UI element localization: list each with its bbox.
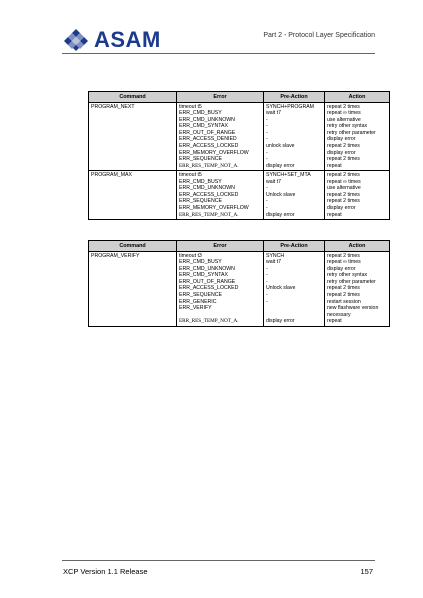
pre-action-text	[266, 305, 322, 312]
action-cell	[325, 103, 390, 171]
table-header-row	[89, 92, 390, 103]
action-text: repeat ∞ times	[327, 259, 361, 266]
action-text: display error	[327, 204, 356, 211]
error-code: ERR_RES_TEMP_NOT_A.	[179, 162, 239, 169]
pre-action-cell	[264, 171, 325, 220]
asam-logo-icon	[63, 28, 89, 52]
asam-logo	[63, 28, 161, 52]
command-name: PROGRAM_NEXT	[91, 103, 135, 110]
col-header-pre-action: Pre-Action	[264, 92, 325, 103]
action-text: use alternative	[327, 185, 361, 192]
pre-action-text: -	[266, 123, 268, 130]
error-code: ERR_RES_TEMP_NOT_A.	[179, 211, 239, 218]
pre-action-text: -	[266, 278, 268, 285]
action-text: necessary	[327, 311, 351, 318]
error-code: ERR_OUT_OF_RANGE	[179, 278, 236, 285]
error-code: ERR_SEQUENCE	[179, 156, 222, 163]
action-text: repeat 2 times	[327, 292, 360, 299]
error-code: ERR_MEMORY_OVERFLOW	[179, 149, 249, 156]
action-text: restart session	[327, 298, 361, 305]
action-text: retry other parameter	[327, 278, 376, 285]
error-code: ERR_RES_TEMP_NOT_A.	[179, 318, 239, 325]
error-cell	[177, 252, 264, 327]
footer-divider	[62, 560, 375, 561]
pre-action-text: wait t7	[266, 178, 281, 185]
pre-action-text: Unlock slave	[266, 285, 296, 292]
action-text: use alternative	[327, 116, 361, 123]
error-code: timeout t5	[179, 171, 202, 178]
col-header-action: Action	[325, 241, 390, 252]
action-text: repeat 2 times	[327, 285, 360, 292]
pre-action-text: display error	[266, 211, 295, 218]
error-code: ERR_CMD_BUSY	[179, 110, 222, 117]
header-divider	[62, 53, 375, 54]
col-header-error: Error	[177, 92, 264, 103]
error-code: ERR_SEQUENCE	[179, 292, 222, 299]
pre-action-text: -	[266, 198, 268, 205]
action-text: repeat	[327, 162, 342, 169]
error-code: ERR_OUT_OF_RANGE	[179, 129, 236, 136]
action-text: retry other syntax	[327, 123, 368, 130]
pre-action-text: Unlock slave	[266, 191, 296, 198]
command-cell	[89, 171, 177, 220]
pre-action-text: display error	[266, 318, 295, 325]
error-code: ERR_ACCESS_LOCKED	[179, 285, 239, 292]
error-code: ERR_GENERIC	[179, 298, 217, 305]
pre-action-text	[266, 312, 322, 319]
action-text: repeat ∞ times	[327, 110, 361, 117]
error-code: timeout t5	[179, 103, 202, 110]
pre-action-text: -	[266, 265, 268, 272]
error-code: ERR_CMD_SYNTAX	[179, 123, 228, 130]
action-text: repeat	[327, 211, 342, 218]
pre-action-text: -	[266, 129, 268, 136]
col-header-command: Command	[89, 92, 177, 103]
col-header-command: Command	[89, 241, 177, 252]
table-header-row	[89, 241, 390, 252]
pre-action-cell	[264, 252, 325, 327]
logo-text: ASAM	[94, 27, 161, 52]
pre-action-text: -	[266, 185, 268, 192]
action-text: repeat 2 times	[327, 156, 360, 163]
pre-action-text: SYNCH+SET_MTA	[266, 171, 311, 178]
error-code: ERR_CMD_SYNTAX	[179, 272, 228, 279]
pre-action-text: -	[266, 272, 268, 279]
action-text: retry other syntax	[327, 272, 368, 279]
footer-version: XCP Version 1.1 Release	[63, 567, 148, 576]
pre-action-text: -	[266, 116, 268, 123]
table-row	[89, 171, 390, 220]
error-table-program-verify	[88, 240, 390, 327]
action-text: display error	[327, 265, 356, 272]
pre-action-text: SYNCH+PROGRAM	[266, 103, 314, 110]
error-code: ERR_SEQUENCE	[179, 198, 222, 205]
col-header-pre-action: Pre-Action	[264, 241, 325, 252]
table-row	[89, 103, 390, 171]
error-code: ERR_ACCESS_LOCKED	[179, 143, 239, 150]
command-cell	[89, 103, 177, 171]
pre-action-text: -	[266, 298, 268, 305]
pre-action-text: display error	[266, 162, 295, 169]
error-code: ERR_VERIFY	[179, 305, 212, 312]
pre-action-text: unlock slave	[266, 143, 295, 150]
pre-action-text: -	[266, 292, 268, 299]
action-cell	[325, 171, 390, 220]
error-code: ERR_CMD_UNKNOWN	[179, 185, 235, 192]
action-text: display error	[327, 136, 356, 143]
error-cell	[177, 171, 264, 220]
action-text: repeat	[327, 318, 342, 325]
action-text: new flashware version	[327, 305, 379, 312]
error-code: ERR_CMD_BUSY	[179, 259, 222, 266]
action-text: display error	[327, 149, 356, 156]
action-text: repeat ∞ times	[327, 178, 361, 185]
col-header-error: Error	[177, 241, 264, 252]
command-cell	[89, 252, 177, 327]
error-code: ERR_ACCESS_DENIED	[179, 136, 237, 143]
error-code: ERR_CMD_BUSY	[179, 178, 222, 185]
error-code: ERR_MEMORY_OVERFLOW	[179, 204, 249, 211]
action-text: repeat 2 times	[327, 143, 360, 150]
error-code: ERR_CMD_UNKNOWN	[179, 116, 235, 123]
error-code: ERR_CMD_UNKNOWN	[179, 265, 235, 272]
action-text: repeat 2 times	[327, 191, 360, 198]
action-cell	[325, 252, 390, 327]
action-text: repeat 2 times	[327, 252, 360, 259]
action-text: repeat 2 times	[327, 103, 360, 110]
error-code: ERR_ACCESS_LOCKED	[179, 191, 239, 198]
action-text: repeat 2 times	[327, 171, 360, 178]
error-code	[179, 312, 261, 319]
pre-action-text: wait t7	[266, 110, 281, 117]
error-code: timeout t3	[179, 252, 202, 259]
command-name: PROGRAM_VERIFY	[91, 252, 140, 259]
pre-action-text: -	[266, 136, 268, 143]
action-text: retry other parameter	[327, 129, 376, 136]
pre-action-text: -	[266, 156, 268, 163]
header-title: Part 2 - Protocol Layer Specification	[263, 32, 375, 39]
pre-action-cell	[264, 103, 325, 171]
command-name: PROGRAM_MAX	[91, 171, 132, 178]
action-text: repeat 2 times	[327, 198, 360, 205]
pre-action-text: wait t7	[266, 259, 281, 266]
error-cell	[177, 103, 264, 171]
table-row	[89, 252, 390, 327]
page-number: 157	[360, 567, 373, 576]
pre-action-text: SYNCH	[266, 252, 285, 259]
pre-action-text: -	[266, 149, 268, 156]
col-header-action: Action	[325, 92, 390, 103]
pre-action-text: -	[266, 204, 268, 211]
error-table-program-next-max	[88, 91, 390, 220]
